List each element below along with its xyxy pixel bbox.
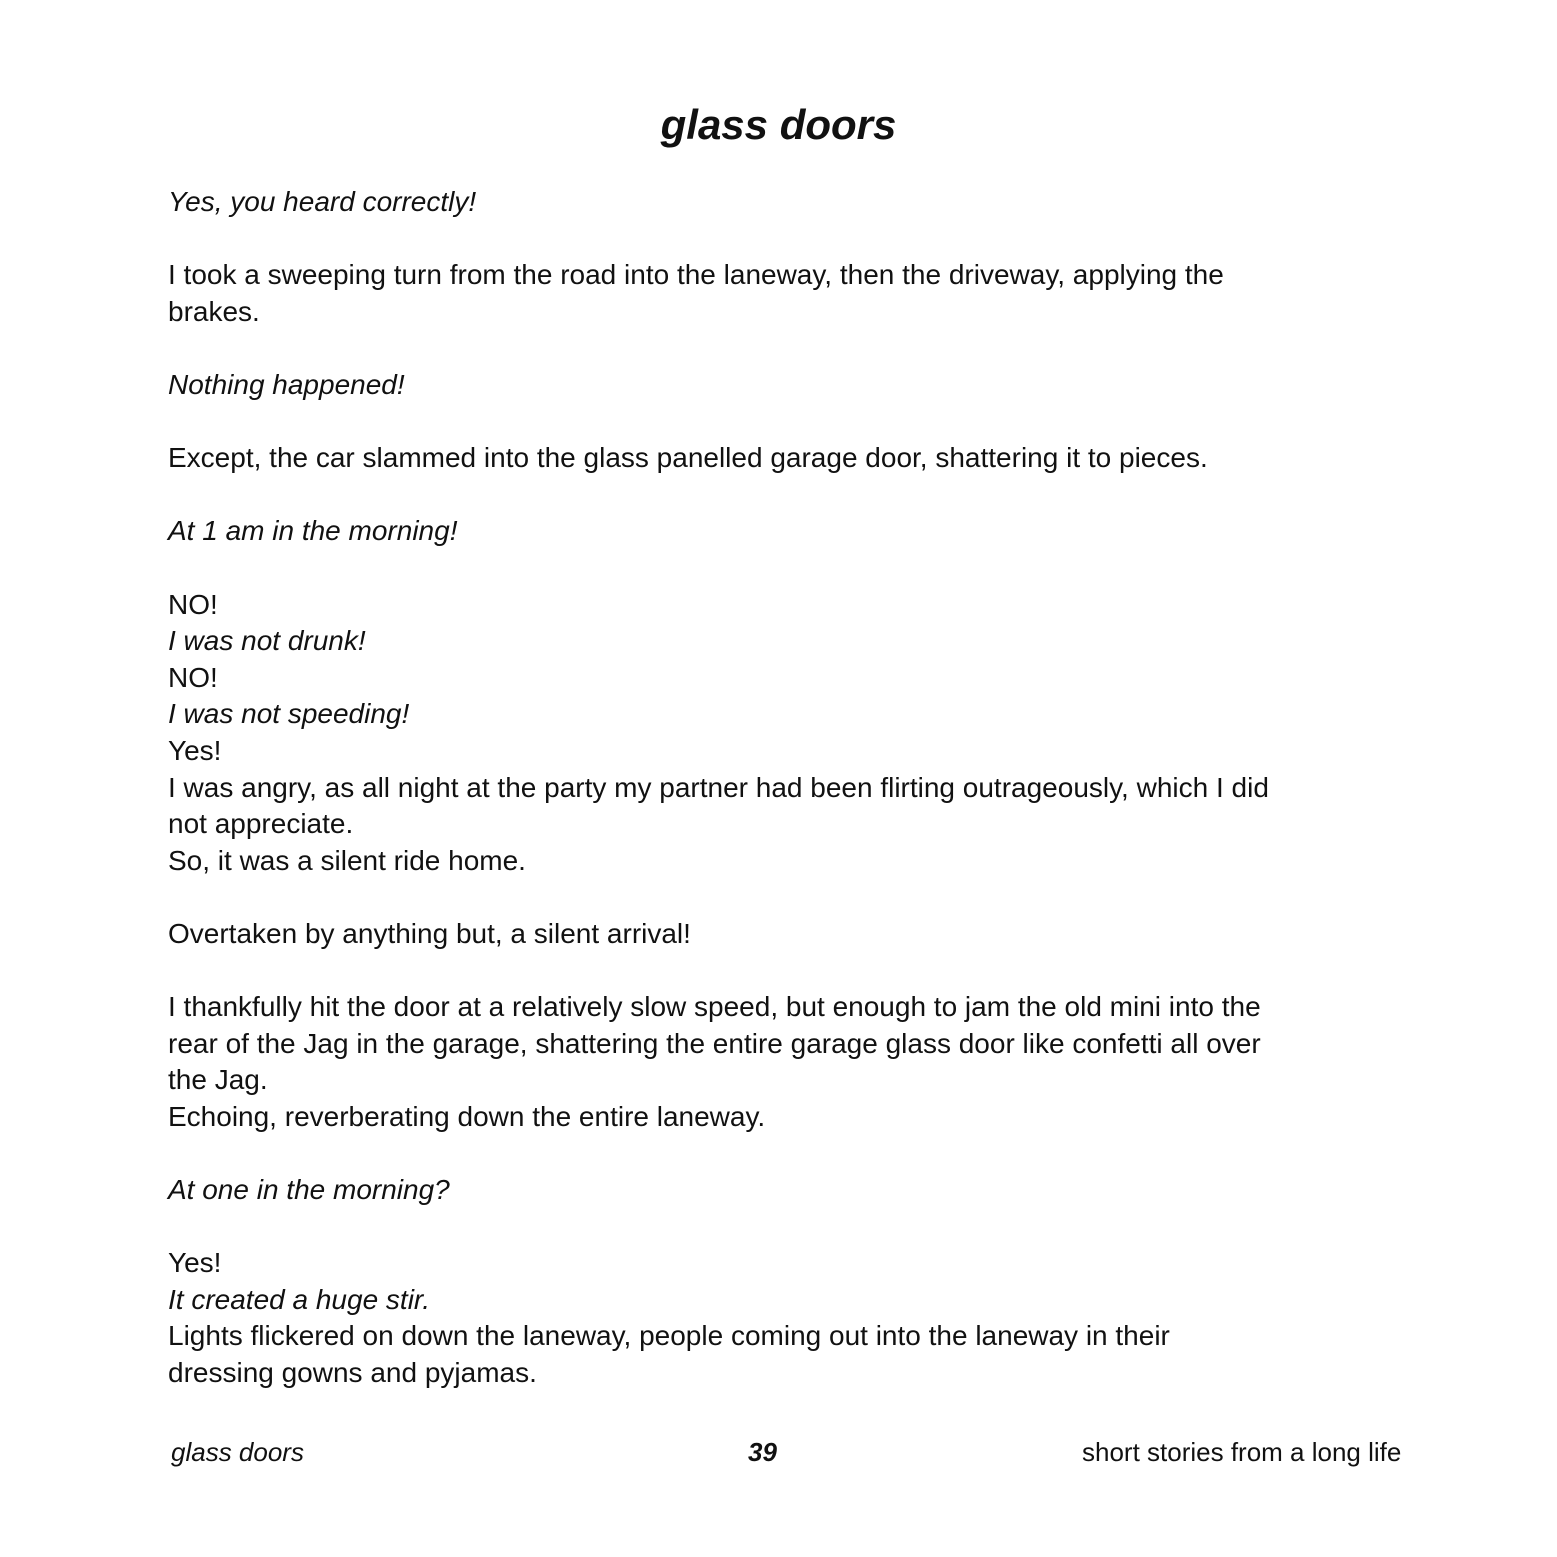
story-line: I was angry, as all night at the party my partner had been flirting outrageously, which I did bbox=[168, 771, 1269, 803]
story-line: So, it was a silent ride home. bbox=[168, 844, 526, 876]
story-line: Yes! bbox=[168, 734, 222, 766]
paragraph-gap bbox=[168, 550, 1388, 587]
story-line: It created a huge stir. bbox=[168, 1283, 430, 1315]
story-line: Lights flickered on down the laneway, people coming out into the laneway in their bbox=[168, 1320, 1170, 1352]
page-footer bbox=[0, 1432, 1557, 1472]
story-line: brakes. bbox=[168, 295, 260, 327]
story-line: not appreciate. bbox=[168, 808, 354, 840]
story-line: I was not speeding! bbox=[168, 698, 410, 730]
story-line: NO! bbox=[168, 588, 218, 620]
story-line: Except, the car slammed into the glass panelled garage door, shattering it to pieces. bbox=[168, 442, 1208, 474]
page-title: glass doors bbox=[660, 101, 897, 148]
page-number: 39 bbox=[748, 1437, 777, 1467]
story-line: At one in the morning? bbox=[168, 1174, 450, 1206]
footer-book-title: short stories from a long life bbox=[1082, 1437, 1402, 1467]
story-line: rear of the Jag in the garage, shattering the entire garage glass door like confetti all over bbox=[168, 1027, 1261, 1059]
paragraph-gap bbox=[168, 1135, 1388, 1172]
story-line: the Jag. bbox=[168, 1064, 268, 1096]
story-line: NO! bbox=[168, 661, 218, 693]
story-line: I thankfully hit the door at a relatively slow speed, but enough to jam the old mini into the bbox=[168, 991, 1261, 1023]
paragraph-gap bbox=[168, 1209, 1388, 1246]
paragraph-gap bbox=[168, 221, 1388, 258]
story-line: I took a sweeping turn from the road into the laneway, then the driveway, applying the bbox=[168, 259, 1224, 291]
paragraph-gap bbox=[168, 404, 1388, 441]
story-line: Overtaken by anything but, a silent arrival! bbox=[168, 917, 691, 949]
paragraph-gap bbox=[168, 477, 1388, 514]
footer-story-title: glass doors bbox=[171, 1437, 304, 1467]
story-line: Echoing, reverberating down the entire laneway. bbox=[168, 1100, 766, 1132]
story-line: Nothing happened! bbox=[168, 368, 405, 400]
story-line: Yes! bbox=[168, 1247, 222, 1279]
story-line: I was not drunk! bbox=[168, 625, 366, 657]
story-line: At 1 am in the morning! bbox=[168, 515, 458, 547]
story-line: Yes, you heard correctly! bbox=[168, 186, 477, 217]
paragraph-gap bbox=[168, 330, 1388, 367]
story-line: dressing gowns and pyjamas. bbox=[168, 1357, 537, 1388]
paragraph-gap bbox=[168, 952, 1388, 989]
paragraph-gap bbox=[168, 879, 1388, 916]
story-body bbox=[168, 184, 1388, 1392]
